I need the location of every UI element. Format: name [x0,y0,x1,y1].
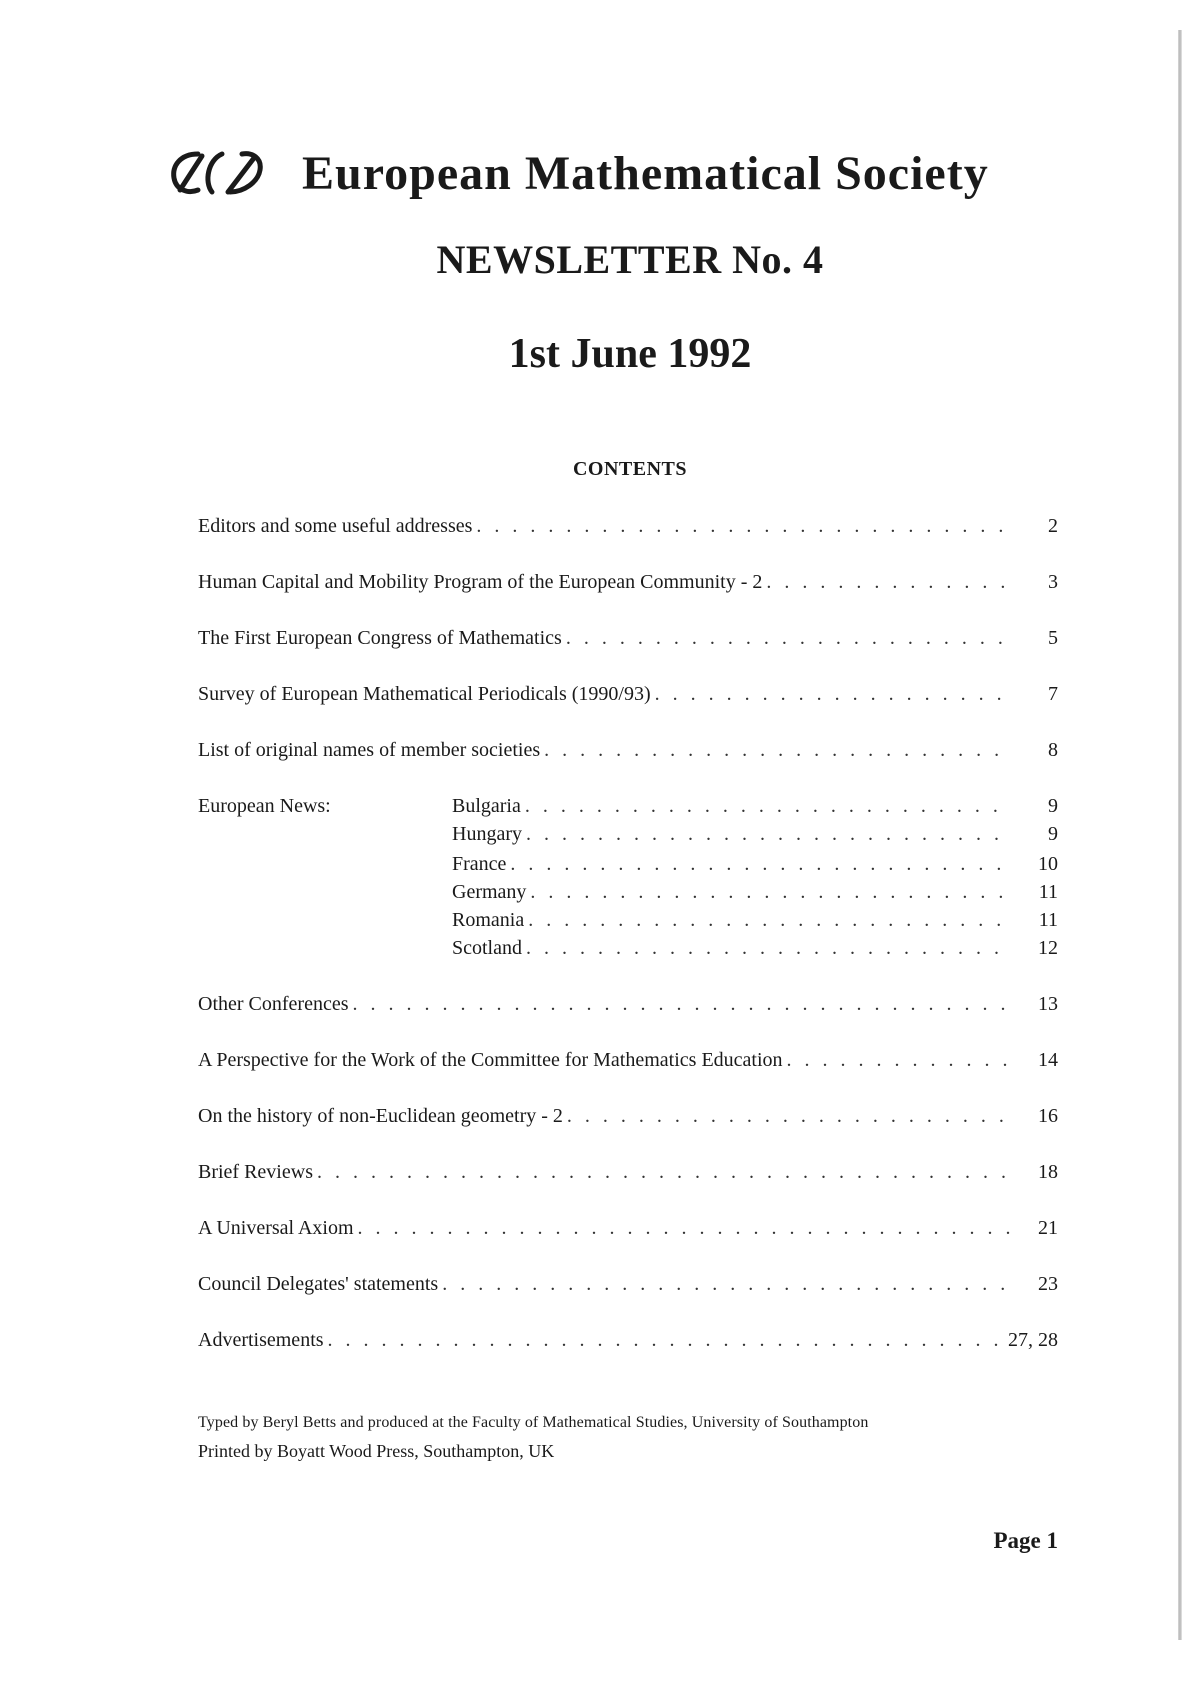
news-country: France [452,853,507,875]
toc-entry-page: 18 [1038,1161,1058,1183]
dot-leader [526,934,1012,962]
dot-leader [317,1158,1012,1186]
toc-entry-title: Editors and some useful addresses [198,515,473,537]
news-page: 11 [1038,881,1058,903]
issue-date: 1st June 1992 [508,331,752,377]
dot-leader [566,624,1012,652]
masthead [168,138,1068,208]
toc-entry [198,680,1058,708]
toc-entry-title: Council Delegates' statements [198,1273,439,1295]
ems-logo-icon [168,146,276,200]
page-number: Page 1 [993,1528,1058,1553]
toc-entry [198,1102,1058,1130]
european-news-label: European News: [198,795,331,817]
toc-entry [198,1214,1058,1242]
dot-leader [525,792,1012,820]
dot-leader [442,1270,1012,1298]
toc-entry-title: On the history of non-Euclidean geometry - 2 [198,1105,563,1127]
toc-entry [198,990,1058,1018]
european-news-entry [198,792,1058,820]
european-news-entry [198,878,1058,906]
table-of-contents [198,512,1058,1354]
toc-entry-page: 3 [1048,571,1058,593]
toc-entry-title: Human Capital and Mobility Program of the European Community - 2 [198,571,763,593]
toc-entry-title: Advertisements [198,1329,324,1351]
news-country: Germany [452,881,527,903]
dot-leader [358,1214,1012,1242]
dot-leader [526,820,1012,848]
toc-entry-title: Brief Reviews [198,1161,313,1183]
toc-entry [198,568,1058,596]
dot-leader [655,680,1012,708]
toc-entry-page: 8 [1048,739,1058,761]
toc-entry [198,624,1058,652]
typed-by-credit: Typed by Beryl Betts and produced at the Faculty of Mathematical Studies, University of Southampton [198,1414,869,1431]
dot-leader [544,736,1012,764]
toc-entry-page: 13 [1038,993,1058,1015]
european-news-entry [198,820,1058,848]
news-country: Bulgaria [452,795,521,817]
toc-entry-page: 23 [1038,1273,1058,1295]
toc-entry-title: A Universal Axiom [198,1217,354,1239]
toc-entry-title: The First European Congress of Mathematics [198,627,562,649]
toc-entry [198,1270,1058,1298]
dot-leader [476,512,1012,540]
toc-entry [198,736,1058,764]
toc-entry-page: 14 [1038,1049,1058,1071]
toc-entry-title: A Perspective for the Work of the Committee for Mathematics Education [198,1049,783,1071]
news-page: 10 [1038,853,1058,875]
toc-entry [198,1326,1058,1354]
toc-entry [198,512,1058,540]
printed-by-credit: Printed by Boyatt Wood Press, Southampton, UK [198,1441,555,1461]
toc-entry-page: 5 [1048,627,1058,649]
dot-leader [766,568,1012,596]
contents-heading: CONTENTS [572,458,688,480]
toc-entry-page: 16 [1038,1105,1058,1127]
toc-entry-page: 27, 28 [1008,1329,1058,1351]
toc-entry-title: List of original names of member societies [198,739,541,761]
toc-entry-page: 7 [1048,683,1058,705]
news-page: 12 [1038,937,1058,959]
dot-leader [787,1046,1012,1074]
news-country: Romania [452,909,525,931]
dot-leader [567,1102,1012,1130]
toc-entry-title: Other Conferences [198,993,349,1015]
european-news-entry [198,934,1058,962]
news-page: 11 [1038,909,1058,931]
news-country: Hungary [452,823,522,845]
newsletter-number: NEWSLETTER No. 4 [436,237,824,282]
toc-entry [198,1158,1058,1186]
toc-entry-page: 21 [1038,1217,1058,1239]
toc-entry-page: 2 [1048,515,1058,537]
dot-leader [528,906,1012,934]
dot-leader [353,990,1013,1018]
toc-entry-title: Survey of European Mathematical Periodicals (1990/93) [198,683,651,705]
dot-leader [510,850,1012,878]
dot-leader [530,878,1012,906]
production-credits [198,1412,1078,1464]
european-news-entry [198,850,1058,878]
news-page: 9 [1048,823,1058,845]
society-name: European Mathematical Society [302,146,989,200]
dot-leader [328,1326,1002,1354]
toc-entry [198,1046,1058,1074]
news-page: 9 [1048,795,1058,817]
news-country: Scotland [452,937,522,959]
european-news-entry [198,906,1058,934]
